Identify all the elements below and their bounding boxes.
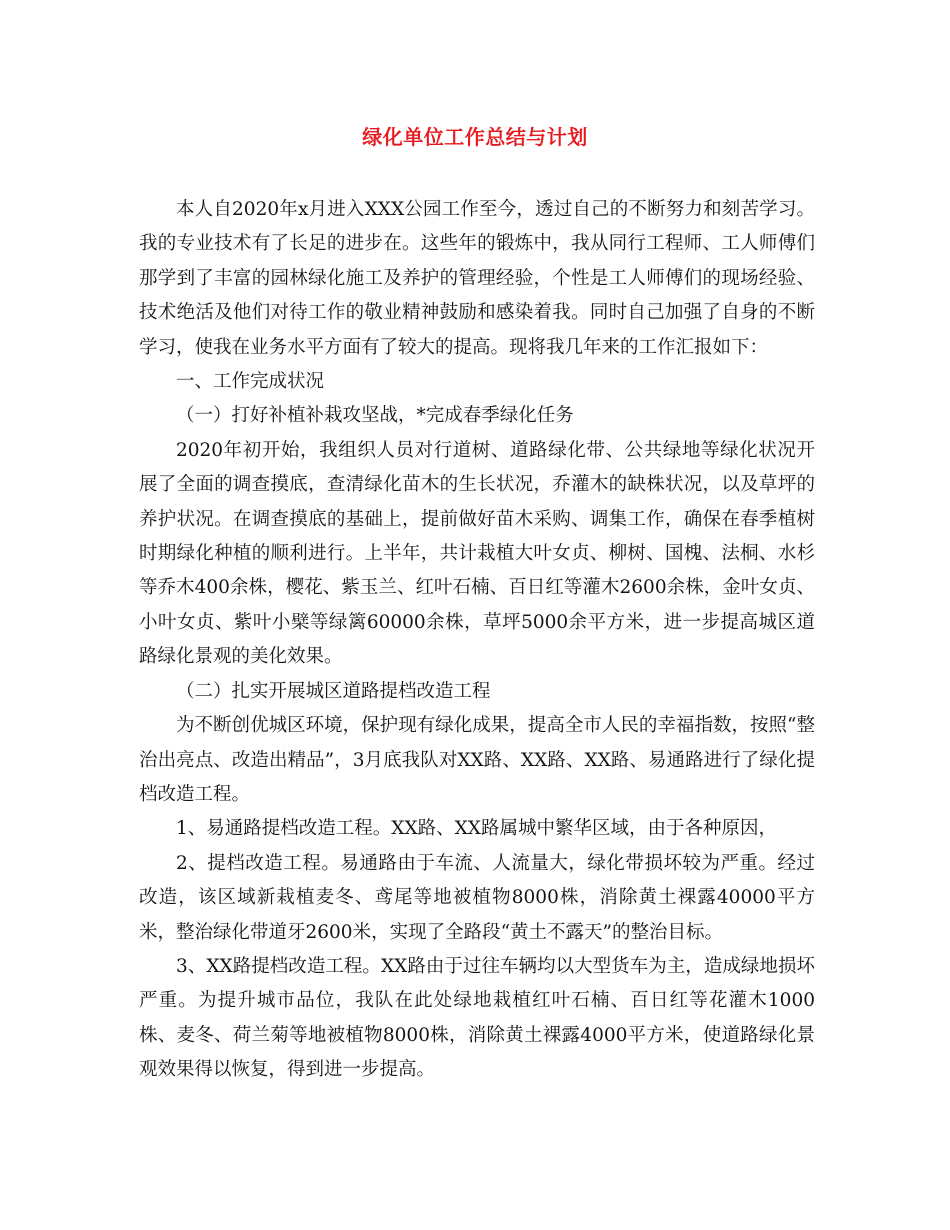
document-body bbox=[139, 193, 815, 1088]
list-item-3: 3、XX路提档改造工程。XX路由于过往车辆均以大型货车为主，造成绿地损坏严重。为提升城市品位，我队在此处绿地栽植红叶石楠、百日红等花灌木1000株、麦冬、荷兰菊等地被植物8000株，消除黄土裸露4000平方米，使道路绿化景观效果得以恢复，得到进一步提高。 bbox=[139, 955, 815, 1081]
paragraph-intro: 本人自2020年x月进入XXX公园工作至今，透过自己的不断努力和刻苦学习。我的专业技术有了长足的进步在。这些年的锻炼中，我从同行工程师、工人师傅们那学到了丰富的园林绿化施工及养护的管理经验，个性是工人师傅们的现场经验、技术绝活及他们对待工作的敬业精神鼓励和感染着我。同时自己加强了自身的不断学习，使我在业务水平方面有了较大的提高。现将我几年来的工作汇报如下： bbox=[139, 199, 815, 358]
subsection-heading-1: （一）打好补植补栽攻坚战，*完成春季绿化任务 bbox=[176, 405, 574, 427]
paragraph-road-upgrade: 为不断创优城区环境，保护现有绿化成果，提高全市人民的幸福指数，按照“整治出亮点、改造出精品”，3月底我队对XX路、XX路、XX路、易通路进行了绿化提档改造工程。 bbox=[139, 715, 815, 805]
paragraph-spring-planting: 2020年初开始，我组织人员对行道树、道路绿化带、公共绿地等绿化状况开展了全面的调查摸底，查清绿化苗木的生长状况，乔灌木的缺株状况，以及草坪的养护状况。在调查摸底的基础上，提前做好苗木采购、调集工作，确保在春季植树时期绿化种植的顺利进行。上半年，共计栽植大叶女贞、柳树、国槐、法桐、水杉等乔木400余株，樱花、紫玉兰、红叶石楠、百日红等灌木2600余株，金叶女贞、小叶女贞、紫叶小檗等绿篱60000余株，草坪5000余平方米，进一步提高城区道路绿化景观的美化效果。 bbox=[139, 439, 815, 668]
list-item-1: 1、易通路提档改造工程。XX路、XX路属城中繁华区域，由于各种原因， bbox=[176, 818, 777, 840]
section-heading-work-status: 一、工作完成状况 bbox=[176, 371, 325, 393]
subsection-heading-2: （二）扎实开展城区道路提档改造工程 bbox=[176, 680, 491, 702]
document-title: 绿化单位工作总结与计划 bbox=[362, 125, 588, 149]
list-item-2: 2、提档改造工程。易通路由于车流、人流量大，绿化带损坏较为严重。经过改造，该区域新栽植麦冬、鸢尾等地被植物8000株，消除黄土裸露40000平方米，整治绿化带道牙2600米，实现了全路段“黄土不露天”的整治目标。 bbox=[139, 852, 815, 943]
